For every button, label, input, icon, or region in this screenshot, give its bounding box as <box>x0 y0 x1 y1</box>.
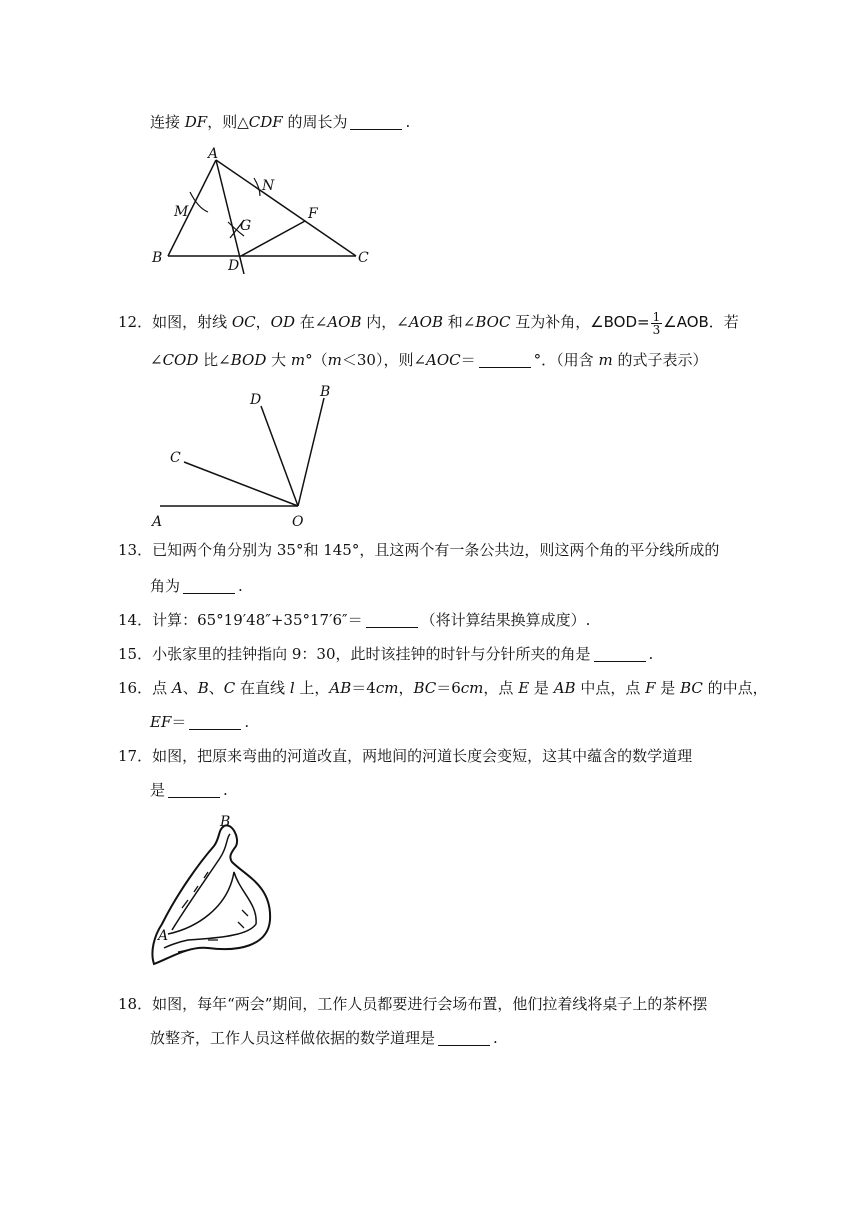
q12-t2: ， <box>255 313 271 331</box>
q16-pc: C <box>223 679 236 697</box>
q13-line1 <box>118 540 719 560</box>
q12-label-c: C <box>170 450 181 466</box>
q16-line1 <box>118 678 768 698</box>
q12-t4: 内，∠ <box>361 313 409 331</box>
q12-angle-figure <box>148 380 348 530</box>
q12-answer-blank[interactable] <box>479 353 531 368</box>
q11-label-f: F <box>308 206 318 222</box>
q12-m2: m <box>327 351 342 369</box>
q16-t4: ＝4 <box>351 679 376 697</box>
q12-m3: m <box>598 351 613 369</box>
q11-label-b: B <box>152 250 163 266</box>
q12-od: OD <box>270 313 295 331</box>
q13-answer-blank[interactable] <box>183 579 235 594</box>
q11-label-g: G <box>240 218 252 234</box>
q16-end: . <box>244 713 250 731</box>
q12-fraction <box>651 311 663 336</box>
q11-label-a: A <box>208 146 219 162</box>
q17-line1 <box>118 746 692 766</box>
q11-end: . <box>405 113 411 131</box>
q16-s2: 、 <box>208 679 224 697</box>
q11-triangle-figure <box>148 148 378 278</box>
q16-cm1: cm <box>375 679 399 697</box>
q16-l: l <box>289 679 295 697</box>
q15-number: 15． <box>118 645 153 663</box>
q12-frac-num: 1 <box>652 309 661 324</box>
q18-line1 <box>118 994 707 1014</box>
q16-t11: 的中点， <box>702 679 768 697</box>
q16-ef: EF <box>150 713 172 731</box>
q16-t10: 是 <box>655 679 681 697</box>
q12-cod: COD <box>162 351 199 369</box>
q16-t6: ＝6 <box>436 679 461 697</box>
q18-line2 <box>150 1028 498 1048</box>
q11-label-m: M <box>174 204 189 220</box>
q16-t1: 点 <box>152 679 172 697</box>
q12-oc: OC <box>231 313 256 331</box>
q14-line <box>118 610 590 630</box>
q12-label-d: D <box>250 392 262 408</box>
q17-label-a: A <box>158 928 169 944</box>
q17-text2: 是 <box>150 781 166 799</box>
q14-answer-blank[interactable] <box>366 613 418 628</box>
q14-text: 计算：65°19′48″+35°17′6″＝ <box>152 611 363 629</box>
q16-t5: ， <box>398 679 414 697</box>
q16-answer-blank[interactable] <box>189 715 241 730</box>
q12-t3: 在∠ <box>295 313 328 331</box>
q16-cm2: cm <box>460 679 484 697</box>
q13-end: . <box>238 577 243 595</box>
q12-t5: 和∠ <box>443 313 476 331</box>
q12-t12: ＜30），则∠ <box>341 351 427 369</box>
q16-t8: 是 <box>529 679 554 697</box>
q12-label-o: O <box>292 514 304 530</box>
q12-bod: BOD <box>230 351 267 369</box>
q17-answer-blank[interactable] <box>168 783 220 798</box>
q15-answer-blank[interactable] <box>594 647 646 662</box>
q12-t9: 比∠ <box>198 351 231 369</box>
q12-t6: 互为补角， <box>510 313 591 331</box>
q12-t8: ∠ <box>150 351 163 369</box>
q12-t15: 的式子表示） <box>612 351 708 369</box>
q12-formula-right: ∠AOB <box>663 313 709 331</box>
q12-line1 <box>118 310 739 336</box>
q12-aoc: AOC <box>426 351 461 369</box>
q15-end: . <box>648 645 654 663</box>
q11-label-c: C <box>358 250 369 266</box>
q14-text-end: （将计算结果换算成度）. <box>420 611 591 629</box>
q11-text-a: 连接 <box>150 113 185 131</box>
q11-df: DF <box>184 113 208 131</box>
q16-pe: E <box>518 679 530 697</box>
q17-line2 <box>150 780 228 800</box>
q18-number: 18． <box>118 995 153 1013</box>
q16-bc2: BC <box>680 679 703 697</box>
q13-text: 已知两个角分别为 35°和 145°，且这两个有一条公共边，则这两个角的平分线所成的 <box>152 541 720 559</box>
q12-number: 12． <box>118 313 153 331</box>
q17-river-figure <box>148 812 278 972</box>
q13-number: 13． <box>118 541 153 559</box>
q16-line2 <box>150 712 249 732</box>
q16-t12: ＝ <box>171 713 187 731</box>
q17-text: 如图，把原来弯曲的河道改直，两地间的河道长度会变短，这其中蕴含的数学道理 <box>152 747 693 765</box>
q13-line2 <box>150 576 243 596</box>
q15-text: 小张家里的挂钟指向 9：30，此时该挂钟的时针与分针所夹的角是 <box>152 645 591 663</box>
q12-aob: AOB <box>327 313 362 331</box>
q12-t14: °．（用含 <box>533 351 599 369</box>
q16-ab2: AB <box>553 679 576 697</box>
q16-ab: AB <box>329 679 352 697</box>
q12-t7: ．若 <box>708 313 739 331</box>
q17-label-b: B <box>220 814 231 830</box>
q12-m: m <box>290 351 306 369</box>
q12-frac-den: 3 <box>652 322 661 337</box>
q12-t1: 如图，射线 <box>152 313 232 331</box>
q11-answer-blank[interactable] <box>350 115 402 130</box>
q15-line <box>118 644 653 664</box>
q12-aob2: AOB <box>408 313 443 331</box>
q16-bc: BC <box>413 679 437 697</box>
q11-cdf: CDF <box>248 113 283 131</box>
q18-end: . <box>493 1029 498 1047</box>
q16-pb: B <box>197 679 209 697</box>
q16-t2: 在直线 <box>235 679 290 697</box>
q11-text-c: 的周长为 <box>282 113 348 131</box>
q17-number: 17． <box>118 747 153 765</box>
q18-text: 如图，每年“两会”期间，工作人员都要进行会场布置，他们拉着线将桌子上的茶杯摆 <box>152 995 708 1013</box>
q13-text2: 角为 <box>150 577 181 595</box>
q11-label-d: D <box>228 258 240 274</box>
q17-end: . <box>223 781 228 799</box>
q16-pf: F <box>645 679 656 697</box>
q12-formula-left: ∠BOD= <box>590 313 650 331</box>
q12-boc: BOC <box>475 313 511 331</box>
q18-answer-blank[interactable] <box>438 1031 490 1046</box>
q11-text <box>150 112 410 132</box>
q11-label-n: N <box>262 178 275 194</box>
q16-t3: 上， <box>294 679 330 697</box>
q12-label-a: A <box>152 514 163 530</box>
q18-text2: 放整齐，工作人员这样做依据的数学道理是 <box>150 1029 436 1047</box>
q16-pa: A <box>171 679 183 697</box>
q12-t10: 大 <box>266 351 291 369</box>
q12-label-b: B <box>320 384 331 400</box>
q16-number: 16． <box>118 679 153 697</box>
q16-s1: 、 <box>182 679 198 697</box>
q12-t13: ＝ <box>460 351 476 369</box>
q12-line2 <box>150 350 707 370</box>
q16-t9: 中点，点 <box>575 679 646 697</box>
q12-t11: °（ <box>305 351 328 369</box>
q16-t7: ，点 <box>483 679 519 697</box>
q14-number: 14． <box>118 611 153 629</box>
q11-text-b: ，则△ <box>207 113 249 131</box>
